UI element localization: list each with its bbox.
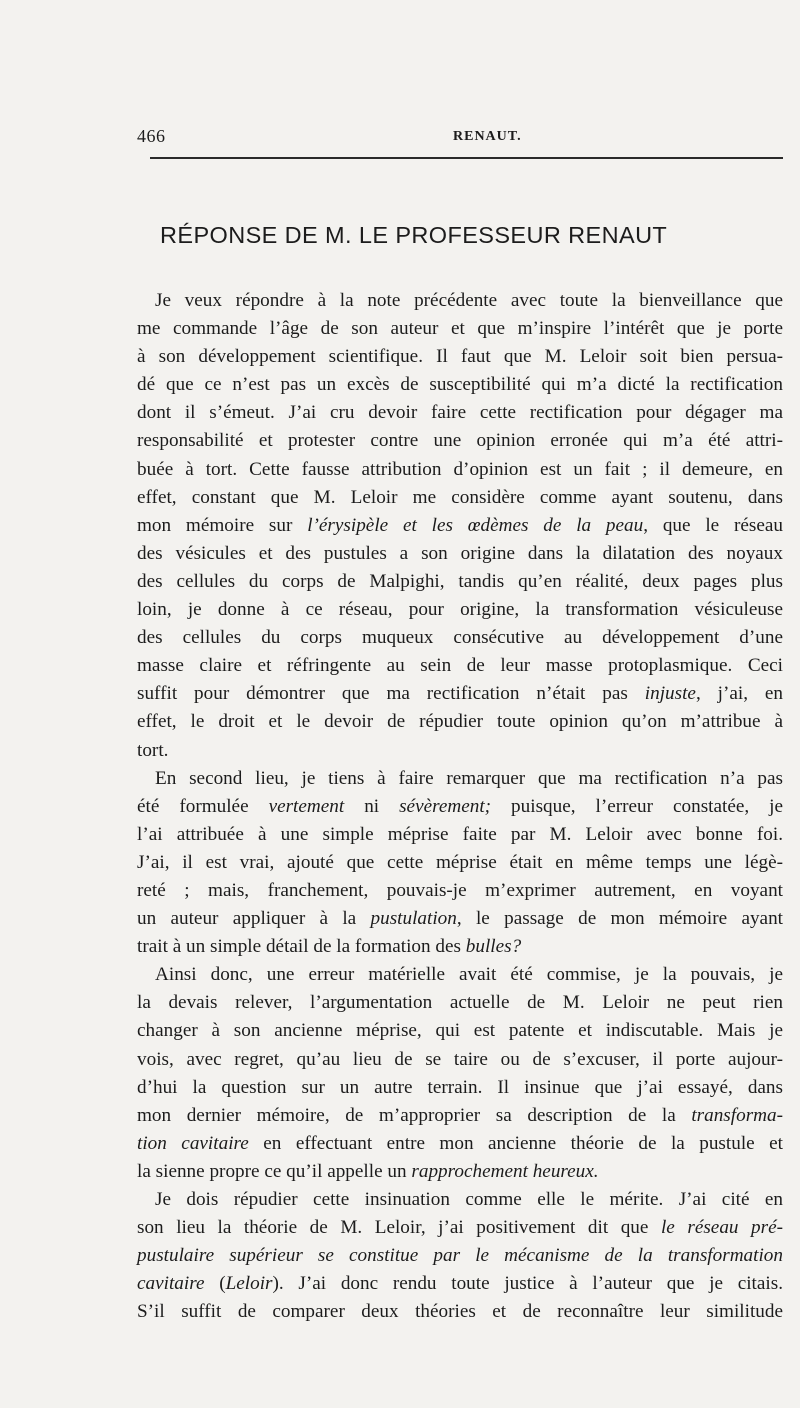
article-title: RÉPONSE DE M. LE PROFESSEUR RENAUT [160, 222, 668, 248]
text-line: mon mémoire sur l’érysipèle et les œdèmes de la peau, que le réseau [137, 514, 783, 536]
text-line: la devais relever, l’argumentation actuelle de M. Leloir ne peut rien [137, 992, 783, 1014]
text-line: des cellules du corps de Malpighi, tandis qu’en réalité, deux pages plus [137, 570, 783, 592]
article-body [137, 287, 783, 1326]
text-line: tort. [137, 739, 169, 761]
text-line: J’ai, il est vrai, ajouté que cette méprise était en même temps une légè- [137, 851, 783, 873]
text-line: trait à un simple détail de la formation des bulles? [137, 936, 522, 958]
text-line: vois, avec regret, qu’au lieu de se taire ou de s’excuser, il porte aujour- [137, 1048, 783, 1070]
text-line: reté ; mais, franchement, pouvais-je m’exprimer autrement, en voyant [137, 879, 783, 901]
text-line: S’il suffit de comparer deux théories et de reconnaître leur similitude [137, 1301, 783, 1323]
text-line: En second lieu, je tiens à faire remarquer que ma rectification n’a pas [155, 767, 783, 789]
text-line: Je dois répudier cette insinuation comme elle le mérite. J’ai cité en [155, 1189, 783, 1210]
text-line: un auteur appliquer à la pustulation, le passage de mon mémoire ayant [137, 908, 783, 930]
page-number: 466 [137, 126, 166, 146]
text-line: à son développement scientifique. Il faut que M. Leloir soit bien persua- [137, 346, 783, 368]
text-line: changer à son ancienne méprise, qui est patente et indiscutable. Mais je [137, 1020, 783, 1042]
text-line: mon dernier mémoire, de m’approprier sa description de la transforma- [137, 1104, 783, 1126]
text-line: effet, le droit et le devoir de répudier toute opinion qu’on m’attribue à [137, 711, 783, 733]
text-line: Ainsi donc, une erreur matérielle avait été commise, je la pouvais, je [155, 964, 783, 986]
text-line: des cellules du corps muqueux consécutive au développement d’une [137, 627, 783, 649]
text-line: tion cavitaire en effectuant entre mon ancienne théorie de la pustule et [137, 1132, 783, 1154]
header-rule [150, 157, 783, 159]
text-line: dont il s’émeut. J’ai cru devoir faire cette rectification pour dégager ma [137, 402, 783, 424]
text-line: suffit pour démontrer que ma rectification n’était pas injuste, j’ai, en [137, 683, 783, 705]
text-line: loin, je donne à ce réseau, pour origine, la transformation vésiculeuse [137, 599, 783, 621]
text-line: d’hui la question sur un autre terrain. Il insinue que j’ai essayé, dans [137, 1076, 783, 1098]
text-line: l’ai attribuée à une simple méprise faite par M. Leloir avec bonne foi. [137, 823, 783, 845]
text-line: des vésicules et des pustules a son origine dans la dilatation des noyaux [137, 542, 783, 564]
text-line: son lieu la théorie de M. Leloir, j’ai positivement dit que le réseau pré- [137, 1217, 784, 1239]
text-line: pustulaire supérieur se constitue par le mécanisme de la transformation [137, 1245, 783, 1267]
text-line: été formulée vertement ni sévèrement; puisque, l’erreur constatée, je [137, 795, 783, 817]
text-line: Je veux répondre à la note précédente avec toute la bienveillance que [155, 290, 783, 311]
running-head: RENAUT. [453, 129, 522, 144]
text-line: la sienne propre ce qu’il appelle un rapprochement heureux. [137, 1160, 599, 1182]
text-line: me commande l’âge de son auteur et que m’inspire l’intérêt que je porte [137, 318, 783, 340]
text-line: masse claire et réfringente au sein de leur masse protoplasmique. Ceci [137, 655, 783, 677]
text-line: effet, constant que M. Leloir me considère comme ayant soutenu, dans [137, 486, 783, 508]
text-line: cavitaire (Leloir). J’ai donc rendu toute justice à l’auteur que je citais. [137, 1273, 783, 1295]
text-line: responsabilité et protester contre une opinion erronée qui m’a été attri- [137, 430, 783, 452]
text-line: buée à tort. Cette fausse attribution d’opinion est un fait ; il demeure, en [137, 458, 783, 480]
text-line: dé que ce n’est pas un excès de susceptibilité qui m’a dicté la rectification [137, 374, 783, 396]
